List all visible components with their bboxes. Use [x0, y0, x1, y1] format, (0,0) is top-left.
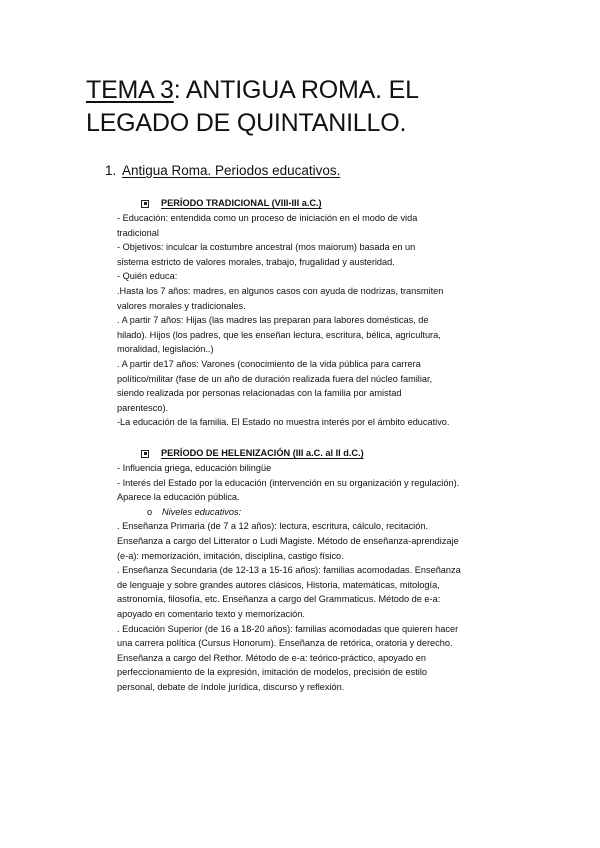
- text-line: hilado). Hijos (los padres, que les enseñan lectura, escritura, bélica, agricultura,: [117, 329, 441, 340]
- text-line: . Educación Superior (de 16 a 18-20 años): familias acomodadas que quieren hacer: [117, 623, 459, 634]
- periodo-tradicional-text: [117, 211, 517, 430]
- text-line: . Enseñanza Secundaria (de 12-13 a 15-16 años): familias acomodadas. Enseñanza: [117, 565, 461, 576]
- text-line: - Educación: entendida como un proceso de iniciación en el modo de vida: [117, 213, 418, 223]
- section-heading-text: Antigua Roma. Periodos educativos.: [122, 163, 341, 178]
- text-line: - Interés del Estado por la educación (intervención en su organización y regulación).: [117, 477, 460, 488]
- page-title: [86, 74, 526, 140]
- text-line: . Enseñanza Primaria (de 7 a 12 años): lectura, escritura, cálculo, recitación.: [117, 521, 428, 532]
- text-line: . A partir 7 años: Hijas (las madres las preparan para labores domésticas, de: [117, 315, 429, 326]
- niveles-educativos-item: [147, 505, 517, 520]
- text-line: - Influencia griega, educación bilingüe: [117, 463, 272, 473]
- text-line: sistema estricto de valores morales, trabajo, frugalidad y austeridad.: [117, 256, 395, 267]
- text-line: (e-a): memorización, imitación, disciplina, castigo físico.: [117, 550, 344, 561]
- niveles-educativos-text: [117, 519, 517, 694]
- section-number: 1.: [105, 163, 117, 178]
- periodo-tradicional-heading: PERÍODO TRADICIONAL (VIII-III a.C.): [141, 196, 517, 211]
- checkbox-bullet-icon: [141, 450, 149, 458]
- text-line: perfeccionamiento de la expresión, imitación de modelos, precisión de estilo: [117, 667, 427, 678]
- niveles-educativos-label: Niveles educativos:: [162, 506, 242, 517]
- circle-bullet-icon: o: [147, 506, 153, 517]
- text-line: moralidad, legislación..): [117, 344, 214, 355]
- text-line: - Quién educa:: [117, 271, 178, 282]
- section-heading: [105, 163, 340, 178]
- title-tema: TEMA 3: [86, 76, 174, 104]
- checkbox-bullet-icon: [141, 200, 149, 208]
- text-line: - Objetivos: inculcar la costumbre ancestral (mos maiorum) basada en un: [117, 242, 416, 253]
- text-line: apoyado en comentario texto y memorización.: [117, 608, 305, 619]
- text-line: tradicional: [117, 227, 159, 238]
- text-line: Aparece la educación pública.: [117, 492, 240, 503]
- text-line: siendo realizada por personas relacionadas con la familia por amistad: [117, 388, 402, 399]
- text-line: astronomía, filosofía, etc. Enseñanza a cargo del Grammaticus. Método de e-a:: [117, 594, 441, 605]
- text-line: político/militar (fase de un año de duración realizada fuera del núcleo familiar,: [117, 373, 433, 384]
- periodo-helenizacion-intro: [117, 461, 517, 505]
- periodo-tradicional-block: [117, 196, 517, 430]
- text-line: Enseñanza a cargo del Rethor. Método de e-a: teórico-práctico, apoyado en: [117, 652, 426, 663]
- text-line: parentesco).: [117, 402, 169, 413]
- title-line-2: LEGADO DE QUINTANILLO.: [86, 109, 407, 137]
- text-line: de lenguaje y sobre grandes autores clásicos, Historia, matemáticas, mitología,: [117, 579, 440, 590]
- text-line: personal, debate de índole jurídica, discurso y reflexión.: [117, 681, 345, 692]
- title-line-1: [86, 74, 526, 107]
- text-line: Enseñanza a cargo del Litterator o Ludi Magiste. Método de enseñanza-aprendizaje: [117, 535, 459, 546]
- title-rest: : ANTIGUA ROMA. EL: [173, 76, 419, 104]
- periodo-helenizacion-block: [117, 446, 517, 695]
- periodo-helenizacion-heading: PERÍODO DE HELENIZACIÓN (III a.C. al II d.C.): [141, 446, 517, 461]
- text-line: valores morales y tradicionales.: [117, 300, 246, 311]
- text-line: una carrera política (Cursus Honorum). Enseñanza de retórica, oratoria y derecho.: [117, 638, 453, 649]
- text-line: .Hasta los 7 años: madres, en algunos casos con ayuda de nodrizas, transmiten: [117, 285, 444, 296]
- text-line: . A partir de17 años: Varones (conocimiento de la vida pública para carrera: [117, 358, 421, 369]
- text-line: -La educación de la familia. El Estado no muestra interés por el ámbito educativo.: [117, 417, 450, 428]
